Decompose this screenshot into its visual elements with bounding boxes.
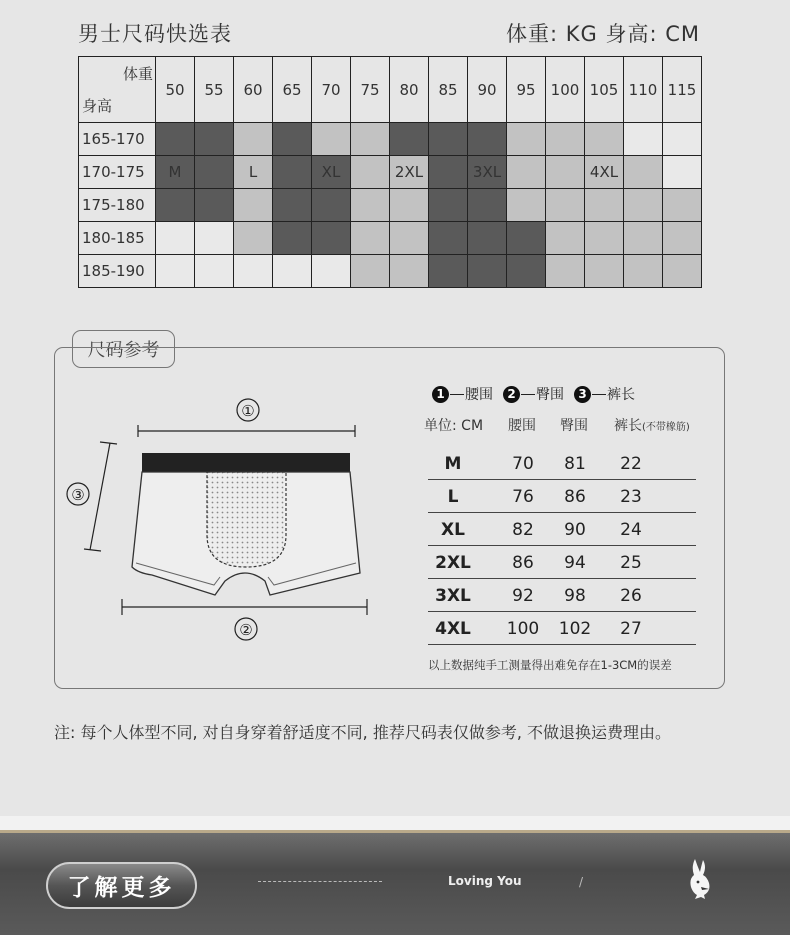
briefs-diagram [60, 385, 380, 645]
hip-marker: ③ [71, 486, 85, 504]
weight-header-cell: 100 [546, 57, 585, 123]
size-cell [195, 123, 234, 156]
measurement-hip: 94 [564, 553, 586, 573]
dotted-divider [258, 881, 382, 882]
length-marker: ② [239, 621, 253, 639]
weight-header-cell: 80 [390, 57, 429, 123]
size-cell [429, 189, 468, 222]
size-cell: L [234, 156, 273, 189]
size-cell [312, 189, 351, 222]
size-cell [273, 222, 312, 255]
height-range-cell: 165-170 [79, 123, 156, 156]
measurement-note: 以上数据纯手工测量得出难免存在1-3CM的误差 [428, 658, 672, 672]
measurement-hip: 81 [564, 454, 586, 474]
disclaimer-note: 注: 每个人体型不同, 对自身穿着舒适度不同, 推荐尺码表仅做参考, 不做退换运费理由。 [54, 723, 671, 742]
measurement-length: 22 [620, 454, 642, 474]
legend-waist [432, 384, 493, 404]
size-cell [663, 123, 702, 156]
size-cell [390, 189, 429, 222]
size-cell [663, 255, 702, 288]
weight-header-cell: 95 [507, 57, 546, 123]
size-cell [507, 222, 546, 255]
size-cell [351, 189, 390, 222]
size-cell [585, 255, 624, 288]
size-cell [468, 255, 507, 288]
weight-header-cell: 85 [429, 57, 468, 123]
size-cell [195, 255, 234, 288]
measurement-row [428, 480, 696, 513]
size-cell [156, 222, 195, 255]
size-grid [78, 56, 702, 288]
size-cell [351, 222, 390, 255]
size-cell [624, 222, 663, 255]
measurement-waist: 100 [506, 619, 540, 639]
size-cell [507, 255, 546, 288]
size-cell [234, 189, 273, 222]
learn-more-button[interactable]: 了解更多 [46, 862, 197, 909]
measure-legend [432, 384, 645, 404]
size-cell [429, 156, 468, 189]
size-cell [663, 189, 702, 222]
size-cell [546, 222, 585, 255]
measurement-row [428, 447, 696, 480]
measurement-header [424, 412, 696, 436]
measurement-row [428, 513, 696, 546]
weight-header-cell: 75 [351, 57, 390, 123]
measurement-row [428, 579, 696, 612]
size-cell [663, 222, 702, 255]
size-cell [585, 189, 624, 222]
size-cell [546, 156, 585, 189]
size-cell [546, 123, 585, 156]
size-cell [312, 222, 351, 255]
grid-row [79, 189, 702, 222]
measurement-hip: 86 [564, 487, 586, 507]
grid-row [79, 222, 702, 255]
size-cell [351, 255, 390, 288]
measurement-size: XL [441, 520, 465, 540]
weight-axis-label: 体重 [122, 65, 153, 83]
measurement-waist: 86 [512, 553, 534, 573]
grid-corner [79, 57, 156, 123]
size-cell [507, 123, 546, 156]
measurement-length: 27 [620, 619, 642, 639]
size-cell [273, 123, 312, 156]
size-cell: XL [312, 156, 351, 189]
unit-label: 单位: CM [424, 418, 484, 434]
weight-header-cell: 65 [273, 57, 312, 123]
measurement-row [428, 546, 696, 579]
size-cell [546, 189, 585, 222]
size-cell [585, 123, 624, 156]
size-cell [624, 156, 663, 189]
weight-header-cell: 60 [234, 57, 273, 123]
slash-mark: / [579, 875, 584, 889]
size-cell [234, 123, 273, 156]
size-cell [507, 189, 546, 222]
measurement-hip: 102 [558, 619, 592, 639]
legend-num-icon: 1 [432, 386, 449, 403]
height-range-cell: 180-185 [79, 222, 156, 255]
measurement-waist: 76 [512, 487, 534, 507]
measurement-length: 24 [620, 520, 642, 540]
measurement-waist: 70 [512, 454, 534, 474]
size-cell: M [156, 156, 195, 189]
size-cell [312, 255, 351, 288]
size-cell [195, 189, 234, 222]
weight-header-cell: 70 [312, 57, 351, 123]
height-range-cell: 170-175 [79, 156, 156, 189]
grid-row [79, 255, 702, 288]
size-cell [624, 255, 663, 288]
size-cell [429, 123, 468, 156]
measurement-size: 3XL [435, 586, 471, 606]
measurement-hip: 90 [564, 520, 586, 540]
size-cell [468, 123, 507, 156]
page-title: 男士尺码快选表 [78, 22, 232, 46]
measurement-row [428, 612, 696, 645]
size-cell [312, 123, 351, 156]
height-range-cell: 185-190 [79, 255, 156, 288]
tagline: Loving You [448, 874, 522, 888]
units-label: 体重: KG 身高: CM [505, 22, 700, 46]
measurement-hip: 98 [564, 586, 586, 606]
weight-header-cell: 50 [156, 57, 195, 123]
size-cell [546, 255, 585, 288]
size-cell [234, 222, 273, 255]
size-cell [624, 189, 663, 222]
size-cell [585, 222, 624, 255]
grid-row [79, 123, 702, 156]
size-cell [390, 222, 429, 255]
weight-header-cell: 90 [468, 57, 507, 123]
weight-header-cell: 105 [585, 57, 624, 123]
grid-row [79, 156, 702, 189]
size-cell [429, 222, 468, 255]
size-cell [351, 123, 390, 156]
measurement-length: 25 [620, 553, 642, 573]
size-cell [195, 222, 234, 255]
size-cell [273, 156, 312, 189]
size-cell [663, 156, 702, 189]
legend-label: 腰围 [465, 387, 493, 403]
size-cell [507, 156, 546, 189]
size-cell [195, 156, 234, 189]
weight-header-cell: 55 [195, 57, 234, 123]
measurement-size: L [447, 487, 459, 507]
measurement-length: 23 [620, 487, 642, 507]
height-range-cell: 175-180 [79, 189, 156, 222]
weight-header-row [79, 57, 702, 123]
size-cell: 3XL [468, 156, 507, 189]
size-cell [429, 255, 468, 288]
size-cell [156, 255, 195, 288]
waist-header: 腰围 [508, 418, 536, 434]
measurement-waist: 82 [512, 520, 534, 540]
size-cell [156, 123, 195, 156]
weight-header-cell: 110 [624, 57, 663, 123]
measurement-size: 2XL [435, 553, 471, 573]
hip-header: 臀围 [560, 418, 588, 434]
size-cell [351, 156, 390, 189]
size-cell [390, 255, 429, 288]
size-cell [273, 255, 312, 288]
size-cell [468, 222, 507, 255]
size-cell [234, 255, 273, 288]
measurement-table [424, 412, 696, 645]
legend-num-icon: 3 [574, 386, 591, 403]
size-reference-tag: 尺码参考 [72, 330, 175, 368]
legend-num-icon: 2 [503, 386, 520, 403]
legend-label: 裤长 [607, 387, 635, 403]
weight-header-cell: 115 [663, 57, 702, 123]
waist-marker: ① [241, 402, 255, 420]
length-header: 裤长 [614, 418, 642, 434]
size-cell: 4XL [585, 156, 624, 189]
measurement-waist: 92 [512, 586, 534, 606]
size-cell [273, 189, 312, 222]
legend-label: 臀围 [536, 387, 564, 403]
length-header-note: (不带橡筋) [642, 422, 690, 433]
size-cell [624, 123, 663, 156]
size-cell: 2XL [390, 156, 429, 189]
size-cell [156, 189, 195, 222]
height-axis-label: 身高 [82, 97, 113, 115]
size-cell [390, 123, 429, 156]
size-cell [468, 189, 507, 222]
legend-length [574, 384, 635, 404]
legend-hip [503, 384, 564, 404]
measurement-length: 26 [620, 586, 642, 606]
measurement-size: 4XL [435, 619, 471, 639]
measurement-size: M [444, 454, 462, 474]
bunny-logo-icon [685, 857, 719, 901]
